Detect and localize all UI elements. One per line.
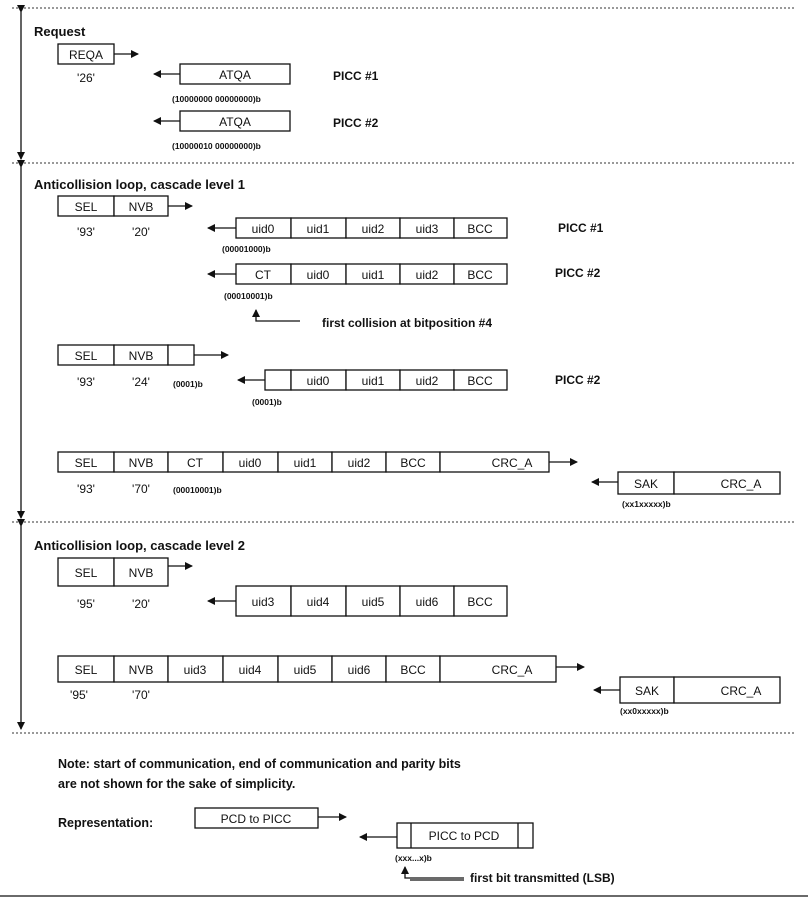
cell-sel: SEL xyxy=(74,663,98,677)
picc-to-pcd-label: PICC to PCD xyxy=(428,829,500,843)
cell-nvb: NVB xyxy=(128,200,154,214)
resp1-picc: PICC #1 xyxy=(558,221,604,235)
section-title-level1: Anticollision loop, cascade level 1 xyxy=(34,177,245,192)
cell-uid4: uid4 xyxy=(306,595,330,609)
cell-uid2: uid2 xyxy=(415,374,439,388)
representation-bits: (xxx...x)b xyxy=(395,853,432,863)
l2-select-frame xyxy=(58,656,584,702)
reqa-label: REQA xyxy=(68,48,104,62)
sak1-bits: (xx1xxxxx)b xyxy=(622,499,671,509)
code-sel: '93' xyxy=(77,482,95,496)
picc2-label: PICC #2 xyxy=(333,116,379,130)
note-line1: Note: start of communication, end of communication and parity bits xyxy=(58,757,461,771)
l1-response-picc2 xyxy=(208,264,601,301)
cell-bcc: BCC xyxy=(400,663,426,677)
cell-uid5: uid5 xyxy=(293,663,317,677)
cell-bcc: BCC xyxy=(467,595,493,609)
l2-frame1 xyxy=(58,558,192,611)
atqa2-label: ATQA xyxy=(219,115,251,129)
l1-response-picc2-partial xyxy=(238,370,601,407)
code-sel: '95' xyxy=(70,688,88,702)
code-sel: '93' xyxy=(77,375,95,389)
cell-uid5: uid5 xyxy=(361,595,385,609)
cell-uid4: uid4 xyxy=(238,663,262,677)
cell-ct: CT xyxy=(255,268,271,282)
cell-uid0: uid0 xyxy=(251,222,275,236)
cell-uid6: uid6 xyxy=(347,663,371,677)
frame3-bits: (00010001)b xyxy=(173,485,222,495)
cell-ct: CT xyxy=(187,456,203,470)
cell-uid6: uid6 xyxy=(415,595,439,609)
cell-nvb: NVB xyxy=(128,663,154,677)
cell-bcc: BCC xyxy=(467,268,493,282)
cell-uid0: uid0 xyxy=(306,268,330,282)
code-nvb: '20' xyxy=(132,597,150,611)
cell-sel: SEL xyxy=(74,200,98,214)
cell-uid1: uid1 xyxy=(293,456,317,470)
code-nvb: '70' xyxy=(132,482,150,496)
section-title-request: Request xyxy=(34,24,86,39)
reqa-code: '26' xyxy=(77,71,95,85)
l2-response xyxy=(208,586,507,616)
cell-sel: SEL xyxy=(74,566,98,580)
representation-label: Representation: xyxy=(58,816,154,830)
collision-marker xyxy=(256,310,492,330)
cell-uid0: uid0 xyxy=(238,456,262,470)
resp2-bits: (00010001)b xyxy=(224,291,273,301)
code-sel: '95' xyxy=(77,597,95,611)
atqa1-label: ATQA xyxy=(219,68,251,82)
l1-frame2 xyxy=(58,345,228,389)
note-line2: are not shown for the sake of simplicity. xyxy=(58,777,296,791)
cell-uid0: uid0 xyxy=(306,374,330,388)
resp3-picc: PICC #2 xyxy=(555,373,601,387)
l1-select-frame xyxy=(58,452,577,496)
representation-legend xyxy=(58,808,615,885)
cell-sak: SAK xyxy=(633,477,659,491)
cell-sak: SAK xyxy=(634,684,660,698)
cell-crc: CRC_A xyxy=(491,456,533,470)
cell-sel: SEL xyxy=(74,456,98,470)
l1-frame1 xyxy=(58,196,192,239)
cell-uid3: uid3 xyxy=(251,595,275,609)
cell-uid2: uid2 xyxy=(361,222,385,236)
lsb-note: first bit transmitted (LSB) xyxy=(470,871,615,885)
resp2-picc: PICC #2 xyxy=(555,266,601,280)
sak2-bits: (xx0xxxxx)b xyxy=(620,706,669,716)
pcd-to-picc-label: PCD to PICC xyxy=(220,812,292,826)
cell-sel: SEL xyxy=(74,349,98,363)
cell-bcc: BCC xyxy=(467,222,493,236)
atqa1-bits: (10000000 00000000)b xyxy=(172,94,261,104)
section-title-level2: Anticollision loop, cascade level 2 xyxy=(34,538,245,553)
atqa-response-picc1 xyxy=(154,64,379,104)
cell-uid2: uid2 xyxy=(347,456,371,470)
cell-uid3: uid3 xyxy=(415,222,439,236)
collision-note: first collision at bitposition #4 xyxy=(322,316,493,330)
code-sel: '93' xyxy=(77,225,95,239)
cell-nvb: NVB xyxy=(128,566,154,580)
l2-sak-response xyxy=(594,677,780,716)
cell-uid1: uid1 xyxy=(361,268,385,282)
atqa-response-picc2 xyxy=(154,111,379,151)
cell-crc: CRC_A xyxy=(491,663,533,677)
resp3-bits: (0001)b xyxy=(252,397,282,407)
code-nvb: '70' xyxy=(132,688,150,702)
reqa-frame xyxy=(58,44,138,85)
l1-sak-response xyxy=(592,472,780,509)
cell-uid2: uid2 xyxy=(415,268,439,282)
cell-crc: CRC_A xyxy=(720,477,762,491)
cell-uid3: uid3 xyxy=(183,663,207,677)
code-nvb: '24' xyxy=(132,375,150,389)
l1-response-picc1 xyxy=(208,218,604,254)
atqa2-bits: (10000010 00000000)b xyxy=(172,141,261,151)
resp1-bits: (00001000)b xyxy=(222,244,271,254)
cell-uid1: uid1 xyxy=(361,374,385,388)
cell-nvb: NVB xyxy=(128,349,154,363)
cell-uid1: uid1 xyxy=(306,222,330,236)
cell-nvb: NVB xyxy=(128,456,154,470)
frame2-bits: (0001)b xyxy=(173,379,203,389)
cell-crc: CRC_A xyxy=(720,684,762,698)
cell-bcc: BCC xyxy=(467,374,493,388)
code-nvb: '20' xyxy=(132,225,150,239)
picc1-label: PICC #1 xyxy=(333,69,379,83)
cell-bcc: BCC xyxy=(400,456,426,470)
